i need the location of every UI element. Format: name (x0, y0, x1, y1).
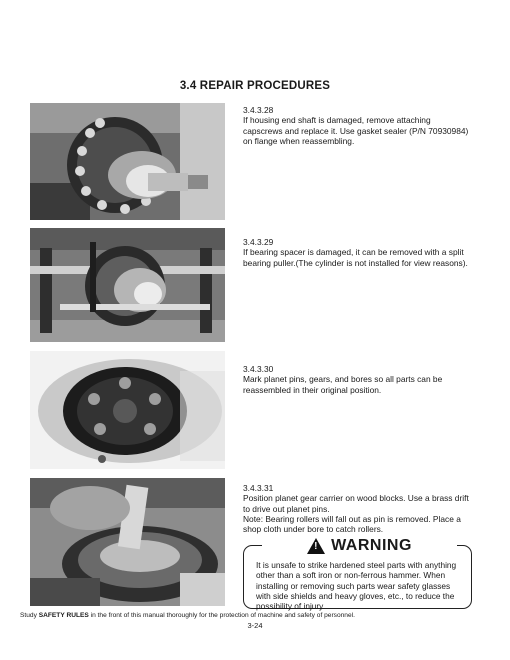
footer-safety-note (20, 612, 500, 619)
page-number: 3-24 (247, 621, 263, 630)
warning-triangle-icon: ! (307, 538, 325, 554)
warning-label: WARNING (331, 537, 412, 554)
photo-bearing-puller (30, 228, 225, 342)
step-3-4-3-29 (243, 237, 471, 268)
step-number: 3.4.3.30 (243, 364, 274, 374)
step-3-4-3-30 (243, 364, 471, 395)
step-number: 3.4.3.31 (243, 483, 274, 493)
section-title: 3.4 REPAIR PROCEDURES (179, 80, 331, 92)
step-3-4-3-28 (243, 105, 471, 147)
step-text: If bearing spacer is damaged, it can be removed with a split bearing puller.(The cylinder is not installed for view reasons). (243, 247, 468, 268)
step-number: 3.4.3.29 (243, 237, 274, 247)
photo-brass-drift (30, 478, 225, 606)
photo-planet-pins (30, 351, 225, 469)
step-number: 3.4.3.28 (243, 105, 274, 115)
footer-emphasis: SAFETY RULES (38, 612, 89, 619)
step-3-4-3-31 (243, 483, 471, 514)
footer-lead: Study (20, 612, 37, 619)
warning-text: It is unsafe to strike hardened steel parts with anything other than a soft iron or non-ferrous hammer. When installing or removing such parts wear safety glasses with side shields and heavy gloves, etc., to reduce the possibility of injury. (256, 560, 457, 612)
step-text: If housing end shaft is damaged, remove attaching capscrews and replace it. Use gasket sealer (P/N 70930984) on flange when reassembling. (243, 115, 469, 147)
step-text: Mark planet pins, gears, and bores so all parts can be reassembled in their original position. (243, 374, 443, 395)
step-note: Note: Bearing rollers will fall out as pin is removed. Place a shop cloth under bore to catch rollers. (243, 514, 461, 535)
photo-housing-end-shaft (30, 103, 225, 220)
step-text: Position planet gear carrier on wood blocks. Use a brass drift to drive out planet pins. (243, 493, 469, 514)
warning-header (262, 535, 457, 557)
footer-rest: in the front of this manual thoroughly for the protection of machine and safety of personnel. (90, 612, 355, 619)
